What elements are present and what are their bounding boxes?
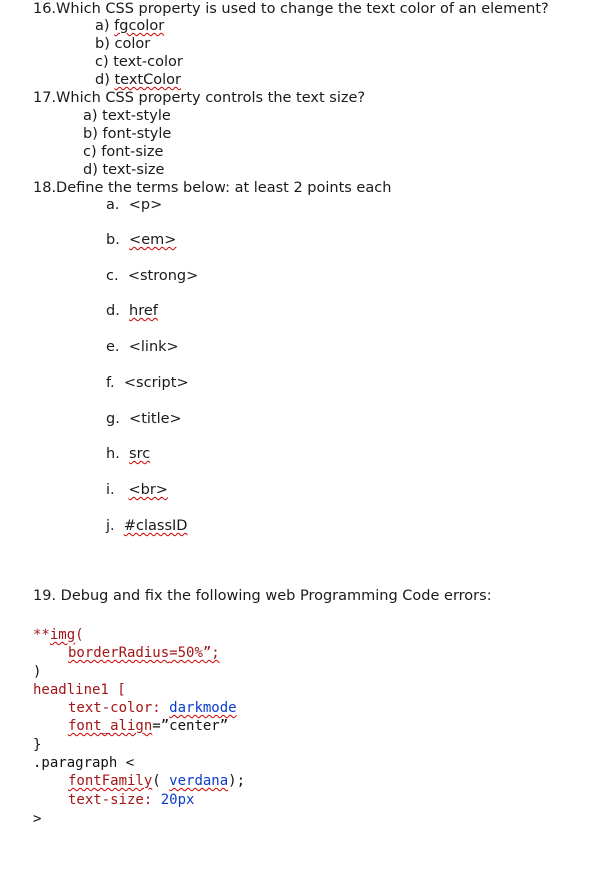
code-line-4: headline1 [ (33, 682, 126, 698)
q18-term-h (106, 446, 150, 463)
q16-option-a (95, 18, 164, 35)
q16-option-b (95, 36, 150, 53)
code-line-3: ) (33, 664, 42, 680)
q18-term-d (106, 303, 158, 320)
code-token: font_align (68, 718, 153, 734)
code-line-9 (68, 773, 245, 790)
option-letter: a) (95, 18, 110, 34)
code-token: img (49, 627, 76, 643)
code-token: ** (33, 627, 50, 643)
option-text: text-size (102, 162, 165, 178)
code-line-5 (68, 700, 237, 717)
q17-option-c (83, 144, 163, 161)
code-token: =50%”; (169, 645, 220, 661)
q16-option-c (95, 54, 183, 71)
term-text: #classID (123, 518, 188, 534)
code-token: ); (228, 773, 246, 789)
q18-term-i (106, 482, 168, 499)
term-letter: c. (106, 268, 119, 284)
term-letter: d. (106, 303, 120, 319)
q18-term-j (106, 518, 187, 535)
term-text: <em> (129, 232, 177, 248)
term-text: <script> (123, 375, 189, 391)
code-line-1 (33, 627, 84, 644)
code-line-8: .paragraph < (33, 755, 135, 771)
code-token: verdana (169, 773, 229, 789)
term-text: <title> (129, 411, 182, 427)
code-line-2 (68, 645, 220, 662)
term-text: href (129, 303, 158, 319)
term-letter: g. (106, 411, 120, 427)
code-token: darkmode (169, 700, 237, 716)
q18-term-g (106, 411, 182, 428)
option-letter: b) (95, 36, 110, 52)
term-letter: b. (106, 232, 120, 248)
code-line-7: } (33, 737, 42, 753)
code-token: text-size: (68, 792, 161, 808)
code-token: fontFamily (68, 773, 153, 789)
term-text: <br> (128, 482, 168, 498)
option-letter: a) (83, 108, 98, 124)
code-line-10 (68, 792, 194, 809)
term-letter: a. (106, 197, 120, 213)
code-token: ( (152, 773, 170, 789)
option-text: fgcolor (114, 18, 165, 34)
term-letter: f. (106, 375, 115, 391)
term-letter: j. (106, 518, 115, 534)
q18-term-b (106, 232, 176, 249)
q17-option-b (83, 126, 171, 143)
term-text: <link> (128, 339, 179, 355)
option-letter: c) (83, 144, 97, 160)
q17-option-a (83, 108, 171, 125)
code-token: borderRadius (68, 645, 170, 661)
term-text: <p> (128, 197, 163, 213)
q16-option-d (95, 72, 181, 89)
question-18-text: 18.Define the terms below: at least 2 points each (33, 180, 392, 196)
q18-term-e (106, 339, 179, 356)
term-letter: e. (106, 339, 120, 355)
term-letter: i. (106, 482, 115, 498)
option-letter: d) (95, 72, 110, 88)
option-text: color (114, 36, 151, 52)
term-letter: h. (106, 446, 120, 462)
q17-option-d (83, 162, 164, 179)
option-text: text-style (102, 108, 171, 124)
option-letter: d) (83, 162, 98, 178)
code-token: 20px (160, 792, 195, 808)
q18-term-f (106, 375, 189, 392)
term-text: <strong> (127, 268, 199, 284)
q18-term-a (106, 197, 162, 214)
option-text: font-style (102, 126, 172, 142)
code-token: =”center” (152, 718, 229, 734)
code-line-6 (68, 718, 228, 735)
question-19-text: 19. Debug and fix the following web Programming Code errors: (33, 588, 492, 604)
code-line-11: > (33, 811, 42, 827)
option-letter: b) (83, 126, 98, 142)
term-text: src (129, 446, 151, 462)
code-token: ( (75, 627, 84, 643)
option-text: text-color (113, 54, 183, 70)
option-text: textColor (114, 72, 181, 88)
option-letter: c) (95, 54, 109, 70)
option-text: font-size (101, 144, 164, 160)
q18-term-c (106, 268, 198, 285)
code-token: text-color: (68, 700, 170, 716)
question-17-text: 17.Which CSS property controls the text size? (33, 90, 366, 106)
question-16-text: 16.Which CSS property is used to change the text color of an element? (33, 1, 549, 17)
